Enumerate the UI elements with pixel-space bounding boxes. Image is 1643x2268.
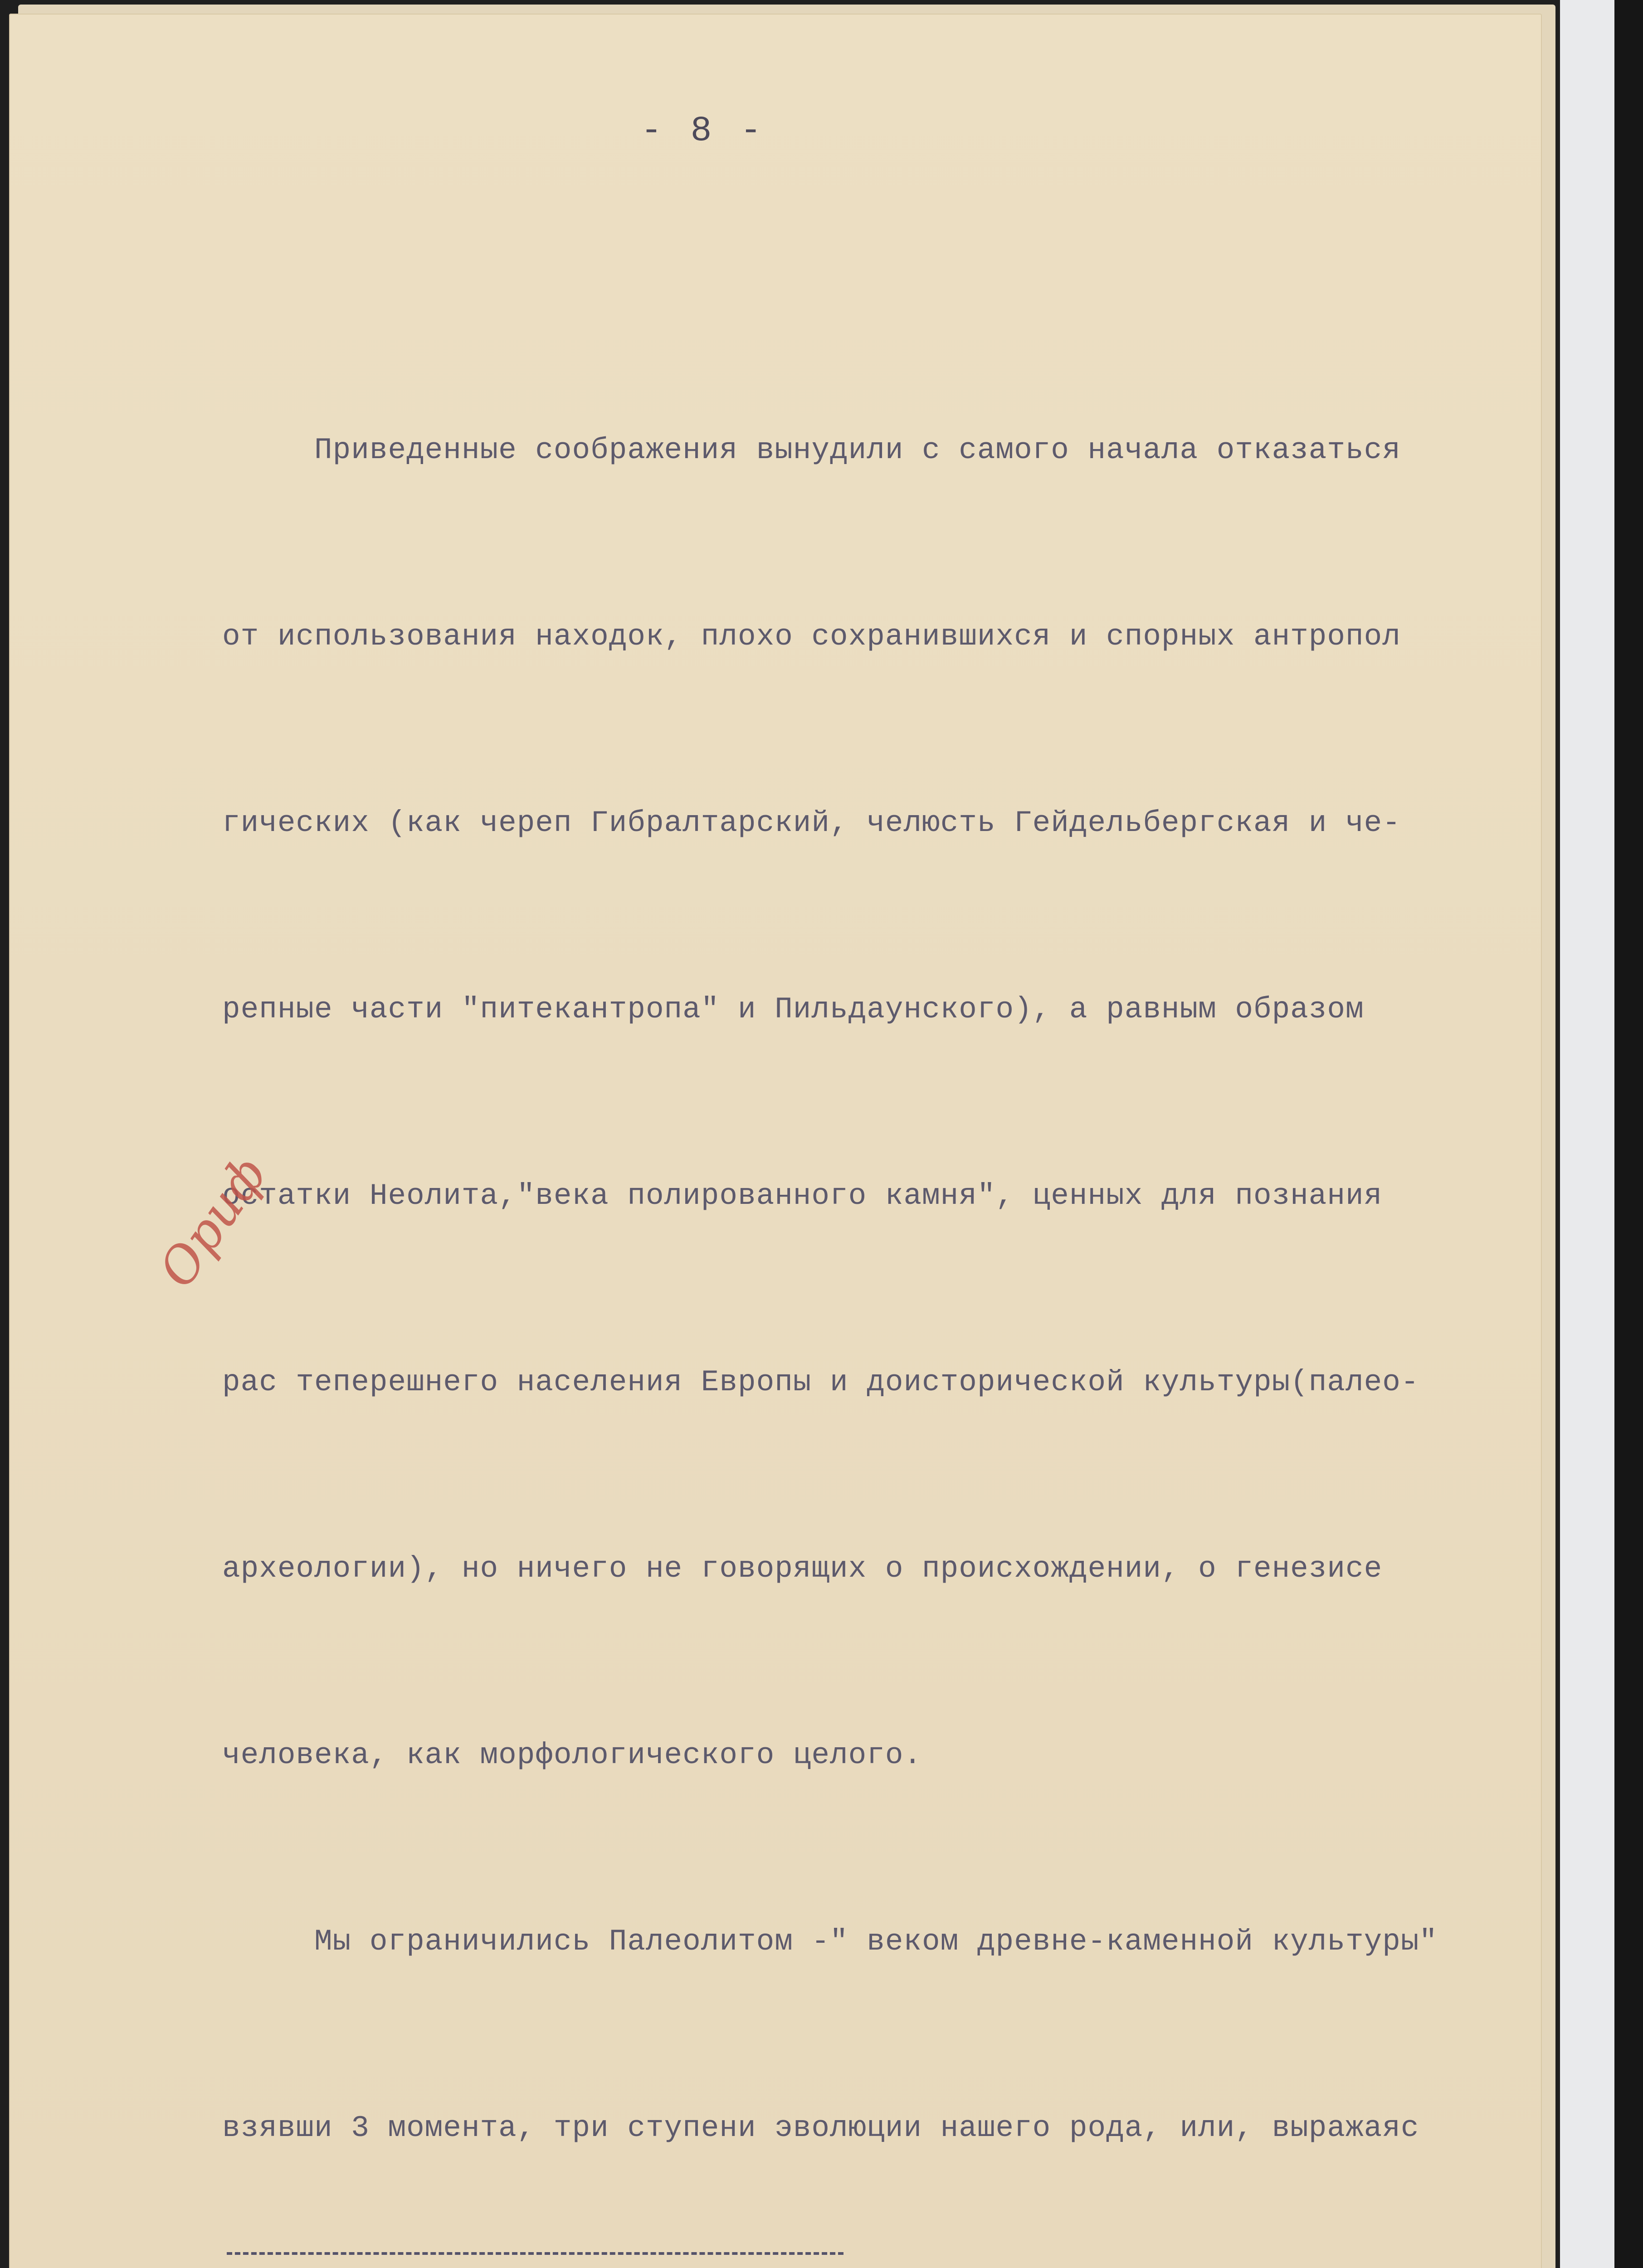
text-line: Приведенные соображения вынудили с самого начала отказаться bbox=[222, 433, 1401, 467]
document-page bbox=[9, 14, 1542, 2268]
text-line: археологии), но ничего не говорящих о происхождении, о генезисе bbox=[222, 1552, 1383, 1586]
text-line: гических (как череп Гибралтарский, челюсть Гейдельбергская и че- bbox=[222, 806, 1401, 840]
footnote-separator bbox=[227, 2252, 843, 2255]
text-line: Мы ограничились Палеолитом -" веком древне-каменной культуры" bbox=[222, 1925, 1438, 1959]
text-line: человека, как морфологического целого. bbox=[222, 1738, 922, 1772]
text-line: от использования находок, плохо сохранившихся и спорных антропол bbox=[222, 620, 1401, 654]
body-text bbox=[222, 295, 1537, 2268]
text-line: рас теперешнего населения Европы и доисторической культуры(палео- bbox=[222, 1365, 1419, 1399]
margin-handwritten-note: Ориф bbox=[147, 1146, 278, 1298]
text-line: репные части "питекантропа" и Пильдаунского), а равным образом bbox=[222, 992, 1364, 1026]
text-line: остатки Неолита,"века полированного камня", ценных для познания bbox=[222, 1179, 1383, 1213]
text-line: взявши 3 момента, три ступени эволюции нашего рода, или, выражаяс bbox=[222, 2111, 1419, 2145]
scanner-dark-band bbox=[1614, 0, 1643, 2268]
scanner-edge bbox=[1560, 0, 1643, 2268]
page-number: - 8 - bbox=[640, 111, 765, 151]
